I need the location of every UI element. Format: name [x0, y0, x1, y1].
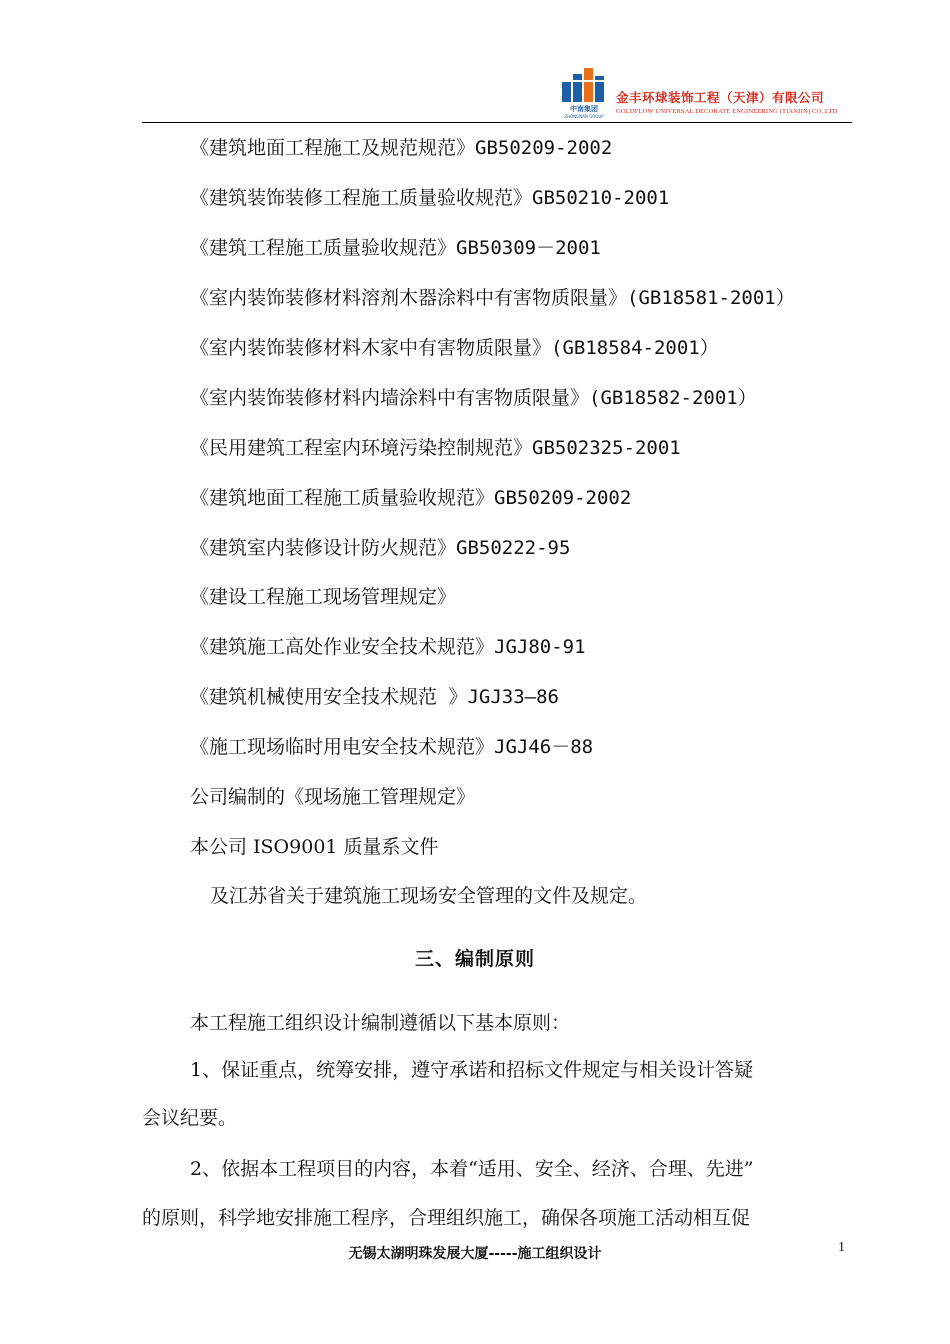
- body-intro: 本工程施工组织设计编制遵循以下基本原则：: [190, 1012, 571, 1034]
- principle-1-line-2: 会议纪要。: [142, 1107, 238, 1129]
- reference-item: 及江苏省关于建筑施工现场安全管理的文件及规定。: [210, 885, 648, 907]
- reference-item: 《民用建筑工程室内环境污染控制规范》GB502325-2001: [190, 437, 681, 459]
- reference-item: 《建筑工程施工质量验收规范》GB50309－2001: [190, 237, 601, 259]
- reference-item: 《建筑机械使用安全技术规范 》JGJ33—86: [190, 686, 559, 708]
- reference-item: 《建筑施工高处作业安全技术规范》JGJ80-91: [190, 636, 586, 658]
- logo-subcaption: ZHONGNAN GROUP: [564, 114, 604, 119]
- principle-1-line-1: 1、保证重点，统筹安排，遵守承诺和招标文件规定与相关设计答疑: [190, 1059, 754, 1081]
- reference-item: 《建筑地面工程施工质量验收规范》GB50209-2002: [190, 487, 632, 509]
- reference-item: 《建筑地面工程施工及规范规范》GB50209-2002: [190, 137, 613, 159]
- reference-item: 《建筑装饰装修工程施工质量验收规范》GB50210-2001: [190, 187, 670, 209]
- header-divider: [142, 122, 852, 123]
- reference-item: 《施工现场临时用电安全技术规范》JGJ46－88: [190, 736, 594, 758]
- footer-document-title: 无锡太湖明珠发展大厦-----施工组织设计: [348, 1246, 602, 1262]
- reference-item: 公司编制的《现场施工管理规定》: [190, 786, 476, 808]
- logo-caption: 中南集团: [570, 105, 598, 113]
- section-heading: 三、编制原则: [414, 948, 535, 970]
- reference-item: 《室内装饰装修材料内墙涂料中有害物质限量》(GB18582-2001）: [190, 387, 757, 409]
- reference-item: 《室内装饰装修材料木家中有害物质限量》(GB18584-2001）: [190, 337, 719, 359]
- reference-item: 本公司 ISO9001 质量系文件: [190, 836, 439, 858]
- company-name-en: GOLDFLOW UNIVERSAL DECORATE ENGINEERING (TIANJIN) CO.,LTD: [616, 108, 838, 115]
- principle-2-line-1: 2、依据本工程项目的内容，本着“适用、安全、经济、合理、先进”: [190, 1158, 754, 1180]
- reference-item: 《建筑室内装修设计防火规范》GB50222-95: [190, 537, 571, 559]
- reference-item: 《建设工程施工现场管理规定》: [190, 586, 457, 608]
- page-number: 1: [838, 1240, 845, 1255]
- company-name-cn: 金丰环球装饰工程（天津）有限公司: [616, 90, 825, 105]
- reference-item: 《室内装饰装修材料溶剂木器涂料中有害物质限量》(GB18581-2001）: [190, 287, 795, 309]
- principle-2-line-2: 的原则，科学地安排施工程序，合理组织施工，确保各项施工活动相互促: [142, 1207, 751, 1229]
- page-header: [0, 0, 950, 125]
